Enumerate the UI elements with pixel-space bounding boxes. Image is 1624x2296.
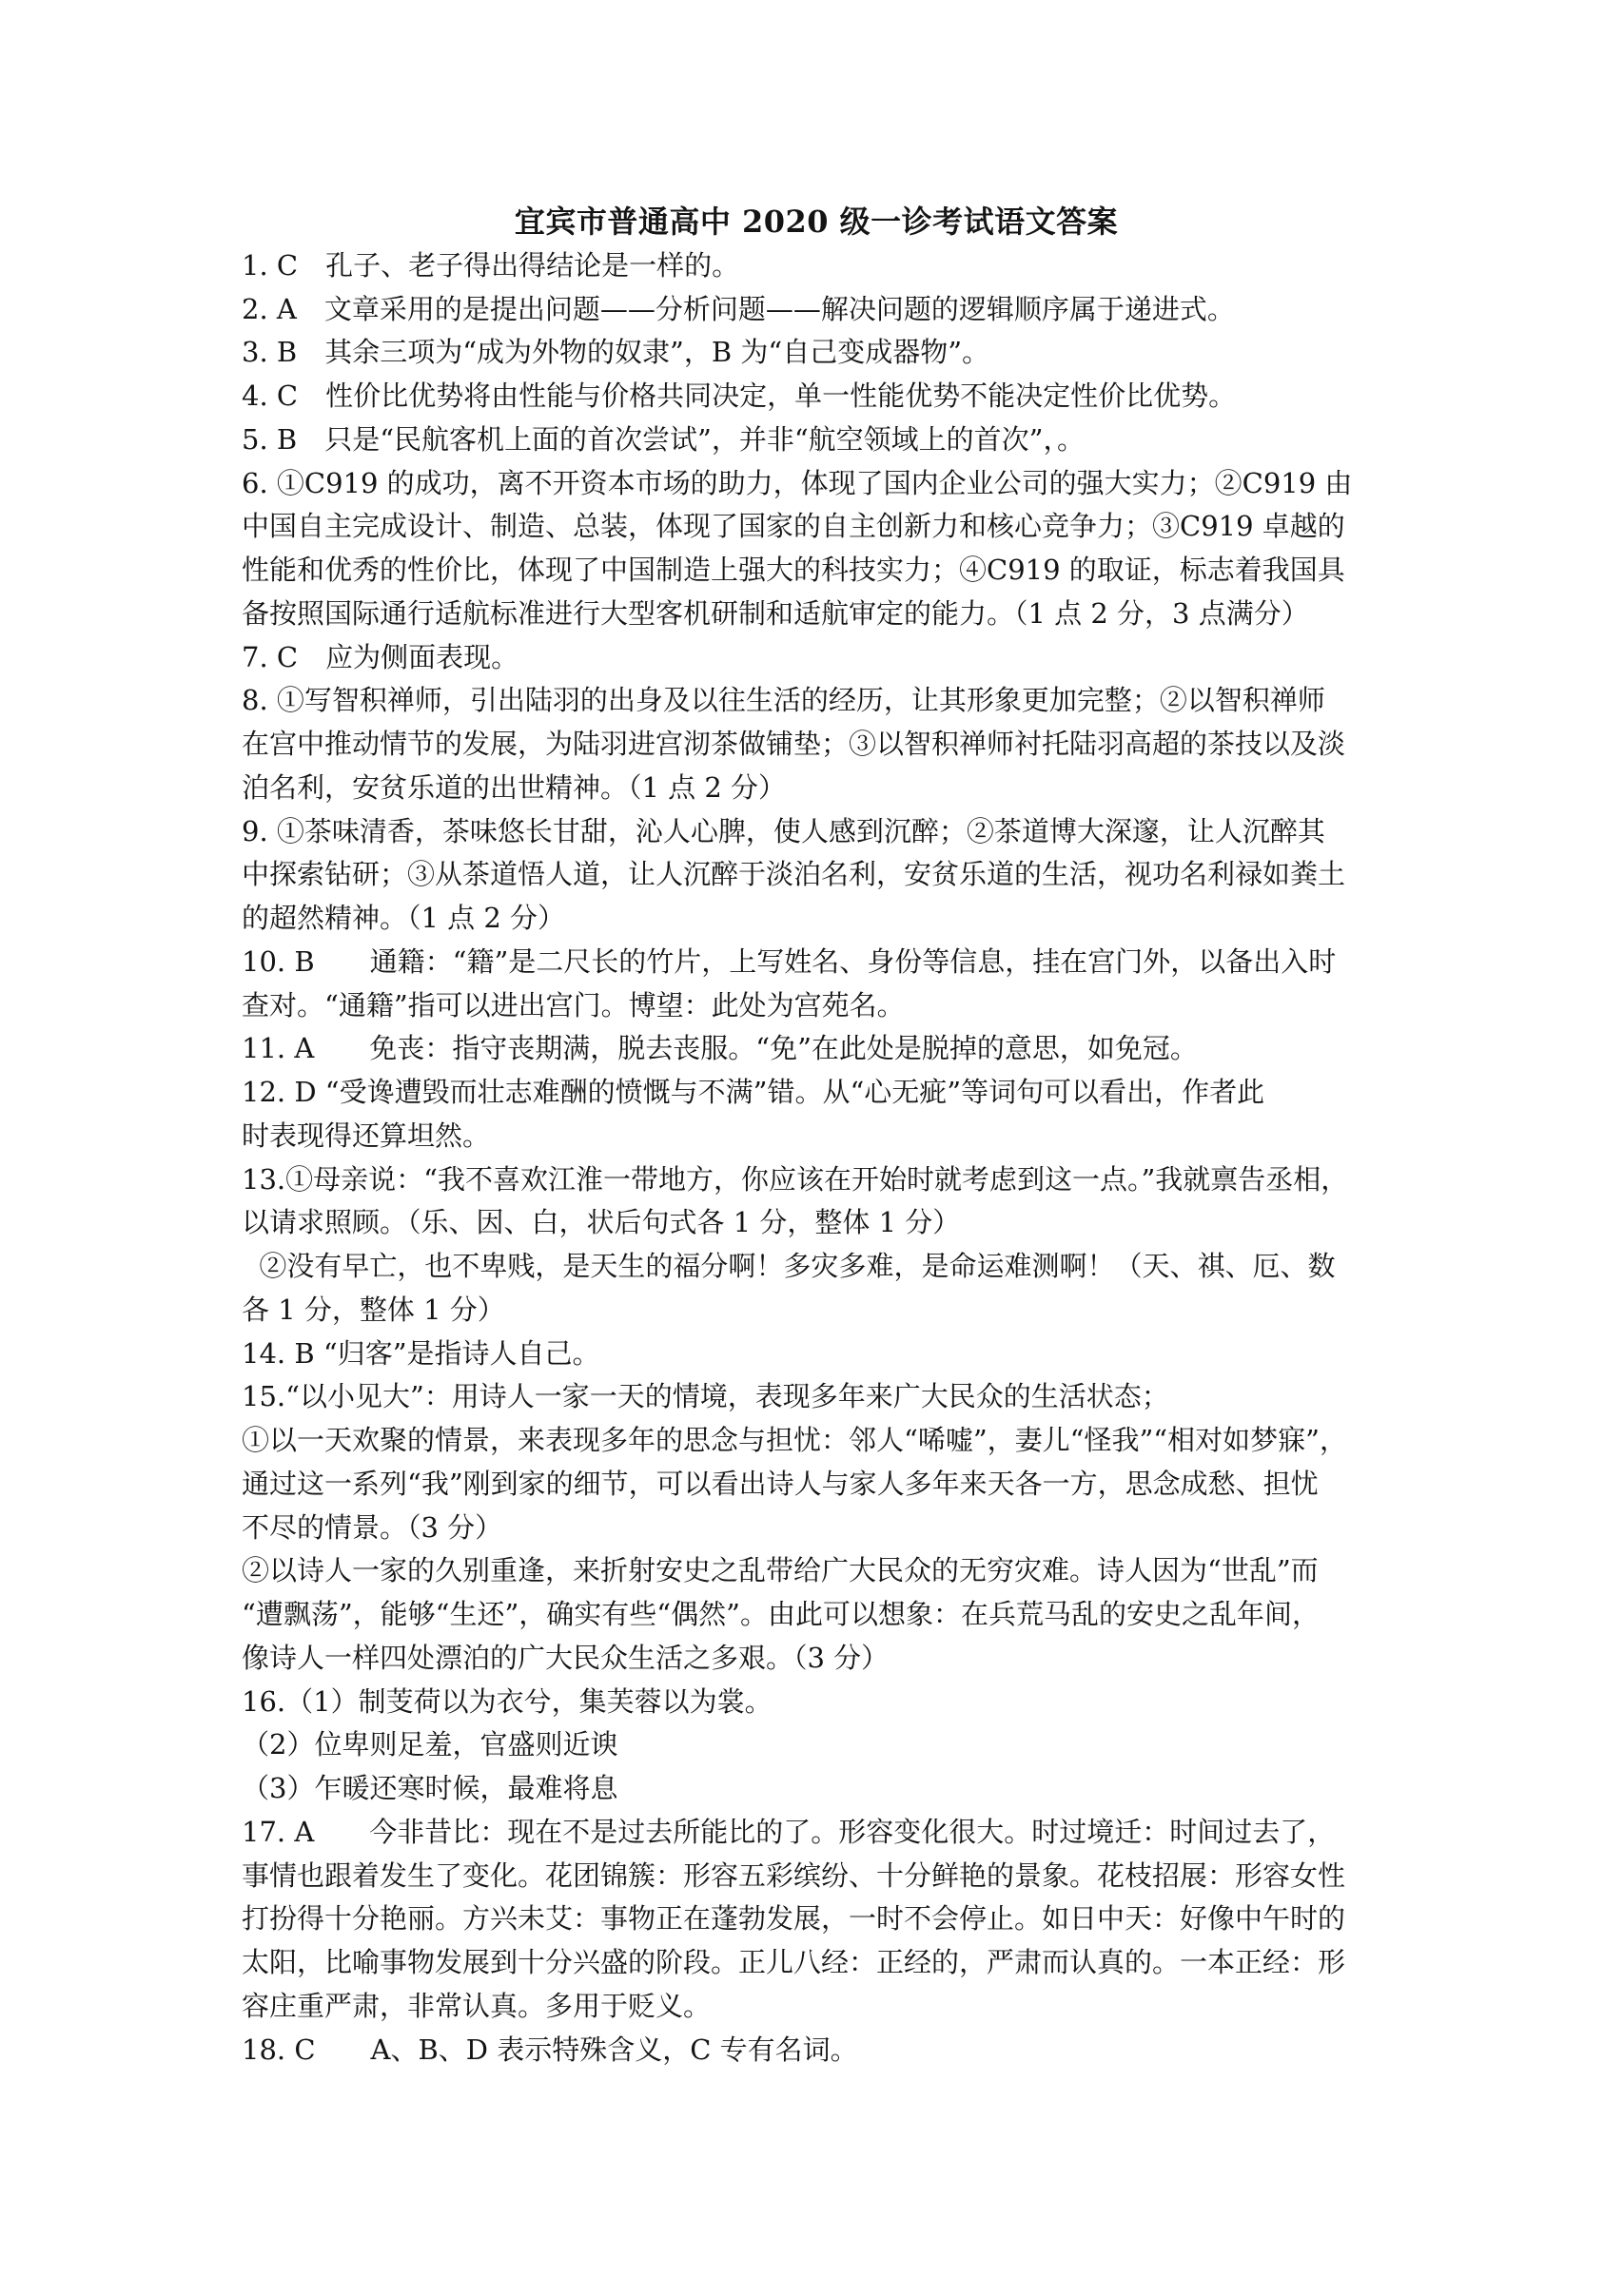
answer-line: 18. C A、B、D 表示特殊含义，C 专有名词。 [242,2033,858,2066]
answer-line: 6. ①C919 的成功，离不开资本市场的助力，体现了国内企业公司的强大实力；②C919 由 [242,466,1353,499]
answer-line: 查对。“通籍”指可以进出宫门。博望：此处为宫苑名。 [242,988,905,1022]
answer-line: ②以诗人一家的久别重逢，来折射安史之乱带给广大民众的无穷灾难。诗人因为“世乱”而 [242,1554,1319,1587]
answer-line: 像诗人一样四处漂泊的广大民众生活之多艰。（3 分） [242,1641,890,1674]
page-title: 宜宾市普通高中 2020 级一诊考试语文答案 [514,204,1119,240]
answer-line: 事情也跟着发生了变化。花团锦簇：形容五彩缤纷、十分鲜艳的景象。花枝招展：形容女性 [242,1858,1346,1892]
answer-line: 11. A 免丧：指守丧期满，脱去丧服。“免”在此处是脱掉的意思，如免冠。 [242,1032,1198,1065]
answer-12 [242,1071,1391,1158]
answer-line: 16.（1）制芰荷以为衣兮，集芙蓉以为裳。 [242,1684,773,1718]
answer-line: 中国自主完成设计、制造、总装，体现了国家的自主创新力和核心竞争力；③C919 卓越的 [242,510,1345,543]
answer-line: 备按照国际通行适航标准进行大型客机研制和适航审定的能力。（1 点 2 分，3 点满分） [242,596,1309,630]
answer-line: 以请求照顾。（乐、因、白，状后句式各 1 分，整体 1 分） [242,1206,961,1239]
answer-15 [242,1375,1391,1680]
answer-18 [242,2029,1391,2072]
answer-line: 的超然精神。（1 点 2 分） [242,902,566,934]
answer-line: 1. C 孔子、老子得出得结论是一样的。 [242,248,740,282]
answer-line: ②没有早亡，也不卑贱，是天生的福分啊！多灾多难，是命运难测啊！（天、祺、厄、数 [242,1250,1336,1282]
answer-line: 15.“以小见大”：用诗人一家一天的情境，表现多年来广大民众的生活状态； [242,1380,1169,1413]
answer-line: 14. B “归客”是指诗人自己。 [242,1336,600,1370]
answer-line: 不尽的情景。（3 分） [242,1510,503,1544]
answer-line: 性能和优秀的性价比，体现了中国制造上强大的科技实力；④C919 的取证，标志着我国具 [242,554,1345,586]
answer-line: “遭飘荡”，能够“生还”，确实有些“偶然”。由此可以想象：在兵荒马乱的安史之乱年间， [242,1598,1320,1630]
answer-line: 8. ①写智积禅师，引出陆羽的出身及以往生活的经历，让其形象更加完整；②以智积禅师 [242,684,1325,717]
answer-13 [242,1158,1391,1333]
answer-line: 泊名利，安贫乐道的出世精神。（1 点 2 分） [242,770,787,804]
answer-line: 3. B 其余三项为“成为外物的奴隶”，B 为“自己变成器物”。 [242,336,990,369]
answer-line: 12. D “受谗遭毁而壮志难酬的愤慨与不满”错。从“心无疵”等词句可以看出，作者此 [242,1076,1265,1108]
answer-14 [242,1333,1391,1376]
answer-3 [242,331,1391,375]
answer-10 [242,941,1391,1028]
answer-16 [242,1681,1391,1811]
answer-line: 各 1 分，整体 1 分） [242,1293,505,1326]
answer-17 [242,1811,1391,2029]
answer-line: （3）乍暖还寒时候，最难将息 [242,1772,618,1804]
answer-5 [242,418,1391,462]
answer-line: 时表现得还算坦然。 [242,1119,491,1152]
answer-line: 7. C 应为侧面表现。 [242,640,519,673]
answer-7 [242,636,1391,680]
answer-line: 4. C 性价比优势将由性能与价格共同决定，单一性能优势不能决定性价比优势。 [242,379,1237,412]
answer-6 [242,462,1391,636]
answer-line: 容庄重严肃，非常认真。多用于贬义。 [242,1989,712,2022]
answer-11 [242,1027,1391,1071]
answer-1 [242,244,1391,288]
answer-line: 中探索钻研；③从茶道悟人道，让人沉醉于淡泊名利，安贫乐道的生活，视功名利禄如粪土 [242,858,1346,891]
answer-8 [242,679,1391,809]
answer-line: 13.①母亲说：“我不喜欢江淮一带地方，你应该在开始时就考虑到这一点。”我就禀告丞相， [242,1162,1349,1196]
answer-line: 在宫中推动情节的发展，为陆羽进宫沏茶做铺垫；③以智积禅师衬托陆羽高超的茶技以及淡 [242,728,1346,760]
answer-line: 打扮得十分艳丽。方兴未艾：事物正在蓬勃发展，一时不会停止。如日中天：好像中午时的 [242,1902,1346,1936]
answer-line: 17. A 今非昔比：现在不是过去所能比的了。形容变化很大。时过境迁：时间过去了， [242,1815,1336,1848]
answer-line: 10. B 通籍：“籍”是二尺长的竹片，上写姓名、身份等信息，挂在宫门外，以备出入时 [242,944,1337,978]
answer-sheet [242,201,1391,2072]
answer-line: 9. ①茶味清香，茶味悠长甘甜，沁人心脾，使人感到沉醉；②茶道博大深邃，让人沉醉其 [242,814,1325,847]
answer-4 [242,375,1391,418]
answer-line: 太阳，比喻事物发展到十分兴盛的阶段。正儿八经：正经的，严肃而认真的。一本正经：形 [242,1946,1346,1978]
answer-line: 5. B 只是“民航客机上面的首次尝试”，并非“航空领域上的首次”，。 [242,422,1086,456]
answer-line: ①以一天欢聚的情景，来表现多年的思念与担忧：邻人“唏嘘”，妻儿“怪我”“相对如梦寐”， [242,1424,1347,1456]
answer-line: 通过这一系列“我”刚到家的细节，可以看出诗人与家人多年来天各一方，思念成愁、担忧 [242,1467,1319,1500]
answer-line: 2. A 文章采用的是提出问题——分析问题——解决问题的逻辑顺序属于递进式。 [242,292,1235,325]
answer-line: （2）位卑则足羞，官盛则近谀 [242,1728,618,1761]
answer-9 [242,810,1391,941]
answer-2 [242,288,1391,332]
